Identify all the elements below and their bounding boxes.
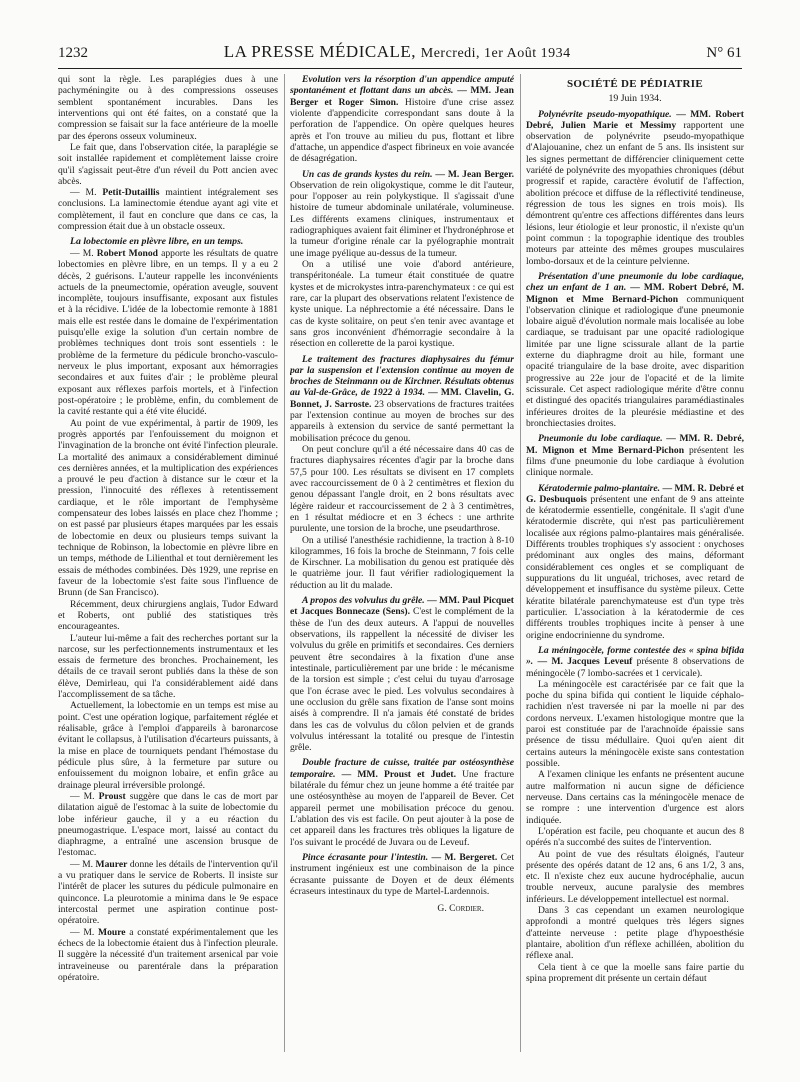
paragraph-text: donne les détails de l'intervention qu'il a vu pratiquer dans le service de Roberts. Il insiste sur l'intérêt de placer les sutures du pédicule pulmonaire en quinconce. La pleurotomie a minima dans le 9e espace intercostal permet une aspiration continue post-opératoire. [58, 858, 278, 927]
journal-title [224, 42, 571, 62]
author-names: — M. Jean Berger. [432, 168, 514, 180]
article-lead [290, 852, 514, 897]
column-divider [520, 74, 521, 1052]
article-lead [526, 483, 744, 641]
paragraph-text: maintient intégralement ses conclusions. La laminectomie étendue ayant agi vite et complètement, il faut en conclure que dans ce cas, la compression était due à un obstacle osseux. [58, 187, 278, 233]
paragraph-text: communiquent l'observation clinique et radiologique d'une pneumonie lobaire aiguë d'évolution normale mais localisée au lobe cardiaque, se traduisant par une opacité radiologique limitée par une ligne scissurale allant de la partie externe du diaphragme droit au hile, formant une opacité triangulaire de la base droite, avec disparition progressive au 22e jour de l'opacité et de la limite scissurale. Cet aspect radiologique mérite d'être connu et distingué des opacités triangulaires paramédiastinales inférieures droites de la pleurésie médiastine et des bronchiectasies droites. [526, 293, 744, 429]
paragraph: Récemment, deux chirurgiens anglais, Tudor Edward et Roberts, ont publié des statistiques très encourageantes. [58, 598, 278, 633]
article-lead [526, 271, 744, 429]
paragraph [58, 187, 278, 232]
section-title: SOCIÉTÉ DE PÉDIATRIE [567, 78, 703, 90]
paragraph-text: 23 observations de fractures traitées par l'extension continue au moyen de broches sur des appareils à extension du service de santé permettant la mobilisation précoce du genou. [290, 398, 514, 444]
paragraph: Le fait que, dans l'observation citée, la paraplégie se soit installée rapidement et complètement laisse croire qu'il s'agissait peut-être d'un réveil du Pott ancien avec abcès. [58, 141, 278, 187]
paragraph-text: Une fracture bilatérale du fémur chez un jeune homme a été traitée par une ostéosynthèse au moyen de l'appareil de Bever. Cet appareil permet une mobilisation précoce du genou. L'ablation des vis est facile. On peut ajouter à la pose de cet appareil dans les fractures très obliques la ligature de l'os suivant le procédé de Juvara ou de Leveuf. [290, 768, 514, 848]
dash: — M. [70, 858, 96, 870]
paragraph-text: Histoire d'une crise assez violente d'appendicite correspondant sans doute à la perforation de l'appendice. On opère quelques heures après et l'on trouve au milieu du pus, flottant et libre d'attache, un appendice d'aspect fibrineux en voie avancée de désagrégation. [290, 96, 514, 165]
author-names: — MM. Proust et Judet. [335, 768, 456, 780]
article-heading: Présentation d'une pneumonie du lobe cardiaque, chez un enfant de 1 an. [526, 270, 744, 294]
paragraph: qui sont la règle. Les paraplégies dues à une pachyméningite ou à des compressions osseuses semblent spontanément incurables. Dans les interventions qui ont été faites, on a constaté que la compression se faisait sur la face antérieure de la moelle par des éperons osseux volumineux. [58, 74, 278, 142]
article-lead [290, 354, 514, 445]
paragraph-text: C'est le complément de la thèse de l'un des deux auteurs. A l'appui de nouvelles observations, ils rappellent la nécessité de diviser les volvulus du grêle en primitifs et secondaires. Ces derniers peuvent être secondaires à la fixation d'une anse intestinale, particulièrement par une bride : le mécanisme de la torsion est simple ; c'est celui du tuyau d'arrosage que l'on écrase avec le pied. Les volvulus secondaires à une occlusion du grêle sans fixation de l'anse sont moins aisés à comprendre. Il n'a jamais été constaté de brides dans les cas de volvulus du côlon pelvien et de grands volvulus intéressant la totalité ou presque de l'intestin grêle. [290, 606, 514, 754]
column-left [58, 74, 278, 1064]
article-lead [290, 74, 514, 165]
paragraph [58, 791, 278, 859]
dash: — M. [70, 926, 99, 938]
page-number: 1232 [58, 45, 88, 61]
article-heading: Evolution vers la résorption d'un appendice amputé spontanément et flottant dans un abcès. [290, 74, 514, 97]
article-lead [526, 109, 744, 267]
session-date: 19 Juin 1934. [608, 92, 662, 104]
author-names: — MM. Clavelin, G. Bonnet, J. Sarroste. [290, 387, 514, 410]
signature: G. Cordier. [437, 903, 484, 915]
paragraph: La méningocèle est caractérisée par ce fait que la poche du spina bifida qui contient le liquide céphalo-rachidien n'est traversée ni par la moelle ni par des cordons nerveux. L'examen histologique montre que la paroi est constituée par de l'arachnoïde épaissie sans présence de tissu médullaire. Quoi qu'en aient dit certains auteurs la méningocèle existe sans contestation possible. [526, 678, 744, 770]
paragraph [58, 927, 278, 984]
article-heading: A propos des volvulus du grêle. [302, 595, 425, 607]
paragraph: Cela tient à ce que la moelle sans faire partie du spina proprement dit présente un certain défaut [526, 961, 744, 984]
author-name: Proust [98, 790, 126, 802]
dash: — M. [70, 790, 99, 802]
paragraph: L'auteur lui-même a fait des recherches portant sur la narcose, sur les perfectionnements instrumentaux et les essais de fermeture des bronches. Prochainement, les détails de ce travail seront publiés dans la thèse de son élève, Demirleau, qui l'a considérablement aidé dans l'accomplissement de sa tâche. [58, 632, 278, 701]
paragraph: On a utilisé l'anesthésie rachidienne, la traction à 8-10 kilogrammes, 16 fois la broche de Steinmann, 7 fois celle de Kirschner. La mobilisation du genou est pratiquée dès le quatrième jour. Il faut vérifier radiologiquement la réduction au lit du malade. [290, 534, 514, 591]
article-heading: Pneumonie du lobe cardiaque. [538, 433, 663, 445]
paragraph: Actuellement, la lobectomie en un temps est mise au point. C'est une opération logique, parfaitement réglée et réalisable, grâce à l'emploi d'appareils à baronarcose évitant le collapsus, à l'utilisation d'écarteurs puissants, à la mise en place de tourniquets pendant l'hémostase du pédicule plus sûre, à la fermeture par suture ou enfouissement du moignon lobaire, et enfin grâce au drainage pleural irréversible prolongé. [58, 700, 278, 791]
paragraph-text: a constaté expérimentalement que les échecs de la lobectomie étaient dus à l'infection pleurale. Il suggère la nécessité d'un traitement arsenical par voie intraveineuse ou parentérale dans la préparation opératoire. [58, 926, 278, 983]
paragraph-text: présentent les films d'une pneumonie du lobe cardiaque à évolution clinique normale. [526, 444, 744, 479]
paragraph [58, 859, 278, 927]
author-names: — MM. Robert Debré, M. Mignon et Mme Bernard-Pichon [526, 282, 744, 305]
article-heading: Pince écrasante pour l'intestin. [302, 851, 429, 863]
article-heading: La méningocèle, forme contestée des « spina bifida ». [526, 644, 744, 668]
article-heading: Polynévrite pseudo-myopathique. [538, 108, 672, 120]
paragraph: A l'examen clinique les enfants ne présentent aucune autre malformation ni aucun signe de déficience nerveuse. Dans certains cas la méningocèle menace de se rompre : une intervention d'urgence est alors indiquée. [526, 769, 744, 826]
author-names: — MM. Robert Debré, Julien Marie et Messimy [526, 108, 744, 131]
author-names: — MM. R. Debré et G. Desbuquois [526, 482, 744, 505]
article-heading: La lobectomie en plèvre libre, en un temps. [70, 236, 244, 248]
author-name: Maurer [95, 858, 128, 870]
article-lead [290, 757, 514, 848]
column-middle [290, 74, 514, 1064]
column-right [526, 74, 744, 1064]
article-heading: Kératodermie palmo-plantaire. [538, 482, 661, 494]
article-heading: Un cas de grands kystes du rein. [302, 168, 433, 180]
paragraph [58, 248, 278, 418]
article-lead [290, 595, 514, 753]
paragraph-text: apporte les résultats de quatre lobectomies en plèvre libre, en un temps. Il y a eu 2 décès, 2 guérisons. L'auteur rappelle les inconvénients actuels de la pneumectomie, opération aveugle, souvent incomplète, toujours insuffisante, exposant aux fistules et à la récidive. L'idée de la lobectomie remonte à 1881 mais elle est restée dans le domaine de l'expérimentation puisqu'elle exige la solution d'un certain nombre de problèmes techniques dont trois sont essentiels : le problème de la fermeture du pédicule broncho-vasculo-nerveux le plus important, exposant aux hémorragies secondaires et aux fuites d'air ; le problème pleural exposant aux réflexes parfois mortels, et à l'infection post-opératoire ; le problème, enfin, du comblement de la cavité restante qui a été vite élucidé. [58, 247, 278, 418]
issue-date: Mercredi, 1er Août 1934 [420, 46, 571, 61]
journal-name: LA PRESSE MÉDICALE, [223, 42, 416, 61]
author-names: — MM. R. Debré, M. Mignon et Mme Bernard-Pichon [526, 433, 744, 456]
article-heading: Le traitement des fractures diaphysaires du fémur par la suspension et l'extension continue au moyen de broches de Steinmann ou de Kirchner. Résultats obtenus au Val-de-Grâce, de 1922 à 1934. [290, 353, 514, 399]
paragraph: Au point de vue des résultats éloignés, l'auteur présente des opérés datant de 12 ans, 6 ans 1/2, 3 ans, etc. Il n'existe chez eux aucune hydrocéphalie, aucun trouble nerveux, aucune paralysie des membres inférieurs. Le développement intellectuel est normal. [526, 848, 744, 905]
paragraph-text: présentent une enfant de 9 ans atteinte de kératodermie essentielle, congénitale. Il s'agit d'une kératodermie discrète, qui n'est pas particulièrement localisée aux régions palmo-plantaires mais généralisée. Différents troubles trophiques s'y associent : onychoses prédominant aux ongles des mains, déformant considérablement ces ongles et se compliquant de suppurations du lit unguéal, trichoses, avec retard de développement et insuffisance du système pileux. Cette kératite bilatérale parenchymateuse est d'un type très particulier. L'association à la kératodermie de ces différents troubles trophiques incite à penser à une origine endocrinienne du syndrome. [526, 493, 744, 641]
paragraph: Au point de vue expérimental, à partir de 1909, les progrès apportés par l'enfouissement du moignon et l'invagination de la bronche ont évité l'infection pleurale. La mortalité des animaux a considérablement diminué ces dernières années, et la multiplication des expériences a prouvé le peu d'action à distance sur le cœur et la pression, l'innocuité des réflexes à retentissement cardiaque, et le rôle important de l'emphysème compensateur des lobes laissés en place chez l'homme ; on est passé par plusieurs étapes marquées par les essais de lobectomie en deux ou plusieurs temps suivant la technique de Robinson, la lobectomie en plèvre libre en un temps, méthode de Lilienthal et tout dernièrement les essais de méthodes combinées. Dès 1929, une reprise en faveur de la lobectomie s'est faite sous l'influence de Brunn (de San Francisco). [58, 417, 278, 599]
paragraph-text: Observation de rein oligokystique, comme le dit l'auteur, pour l'opposer au rein polykystique. Il s'agissait d'une histoire de tumeur abdominale unilatérale, volumineuse. Les différents examens cliniques, instrumentaux et radiographiques avaient fait éliminer et l'hydronéphrose et la tumeur d'origine rénale car la pyélographie montrait une image pyélique au-dessus de la tumeur. [290, 179, 514, 259]
article-lead [526, 433, 744, 478]
author-names: — MM. Paul Picquet et Jacques Bonnecaze (Sens). [290, 595, 514, 618]
paragraph: L'opération est facile, peu choquante et aucun des 8 opérés n'a succombé des suites de l'intervention. [526, 825, 744, 849]
author-names: — M. Bergeret. [428, 851, 498, 863]
article-heading: Double fracture de cuisse, traitée par ostéosynthèse temporaire. [290, 757, 514, 780]
paragraph-text: suggère que dans le cas de mort par dilatation aiguë de l'estomac à la suite de lobectomie du lobe inférieur gauche, il y a eu réaction du pneumogastrique. L'espace mort, laissé au contact du diaphragme, a entraîné une ascension brusque de l'estomac. [58, 790, 278, 859]
author-names: — M. Jacques Leveuf [533, 656, 633, 668]
page-header [58, 42, 742, 69]
column-divider [284, 74, 285, 1052]
author-names: — MM. Jean Berger et Roger Simon. [290, 85, 514, 108]
paragraph-text: présente 8 observations de méningocèle (7 lombo-sacrées et 1 cervicale). [526, 656, 744, 679]
paragraph-text: rapportent une observation de polynévrite pseudo-myopathique d'Alajouanine, chez un enfant de 5 ans. Ils insistent sur les signes permettant de différencier cliniquement cette variété de polynévrite des myopathies chroniques (début progressif et rapide, caractère évolutif de l'affection, abolition précoce et diffuse de la réflectivité tendineuse, régression de tous les signes en trois mois). Ils démontrent qu'entre ces affections différentes dans leurs lésions, leur étiologie et leur pronostic, il n'existe qu'un point commun : la topographie identique des troubles moteurs par atteinte des mêmes groupes musculaires lombo-dorsaux et de la ceinture pelvienne. [526, 119, 744, 267]
paragraph: Dans 3 cas cependant un examen neurologique approfondi a montré quelques très légers signes d'atteinte nerveuse : petite plage d'hypoesthésie plantaire, abolition d'un réflexe achilléen, abolition du réflexe anal. [526, 905, 744, 962]
article-lead [526, 645, 744, 679]
author-name: Moure [98, 926, 126, 938]
article-lead [290, 169, 514, 260]
dash: — M. [70, 247, 97, 259]
author-name: Robert Monod [96, 247, 158, 259]
paragraph-text: Cet instrument ingénieux est une combinaison de la pince écrasante puissante de Doyen et de deux éléments écraseurs intestinaux du type de Martel-Lardennois. [290, 851, 514, 897]
paragraph: On peut conclure qu'il a été nécessaire dans 40 cas de fractures diaphysaires récentes d'agir par la broche dans 57,5 pour 100. Les résultats se divisent en 17 complets avec raccourcissement de 0 à 2 centimètres et flexion du genou dépassant l'angle droit, en 2 bons résultats avec légère raideur et raccourcissement de 2 à 3 centimètres, en 1 résultat médiocre et en 3 échecs : une arthrite purulente, une torsion de la broche, une pseudarthrose. [290, 444, 514, 535]
dash: — M. [70, 187, 103, 199]
author-name: Petit-Dutaillis [102, 187, 160, 199]
paragraph: On a utilisé une voie d'abord antérieure, transpéritonéale. La tumeur était constituée de quatre kystes et de microkystes intra-parenchymateux : ce qui est rare, car la plupart des observations relatent l'existence de kyste unique. La néphrectomie a été nécessaire. Dans le cas de kyste solitaire, on peut s'en tenir avec avantage et sans gros inconvénient d'hémorragie secondaire à la résection en collerette de la paroi kystique. [290, 259, 514, 350]
issue-number: N° 61 [706, 45, 742, 61]
